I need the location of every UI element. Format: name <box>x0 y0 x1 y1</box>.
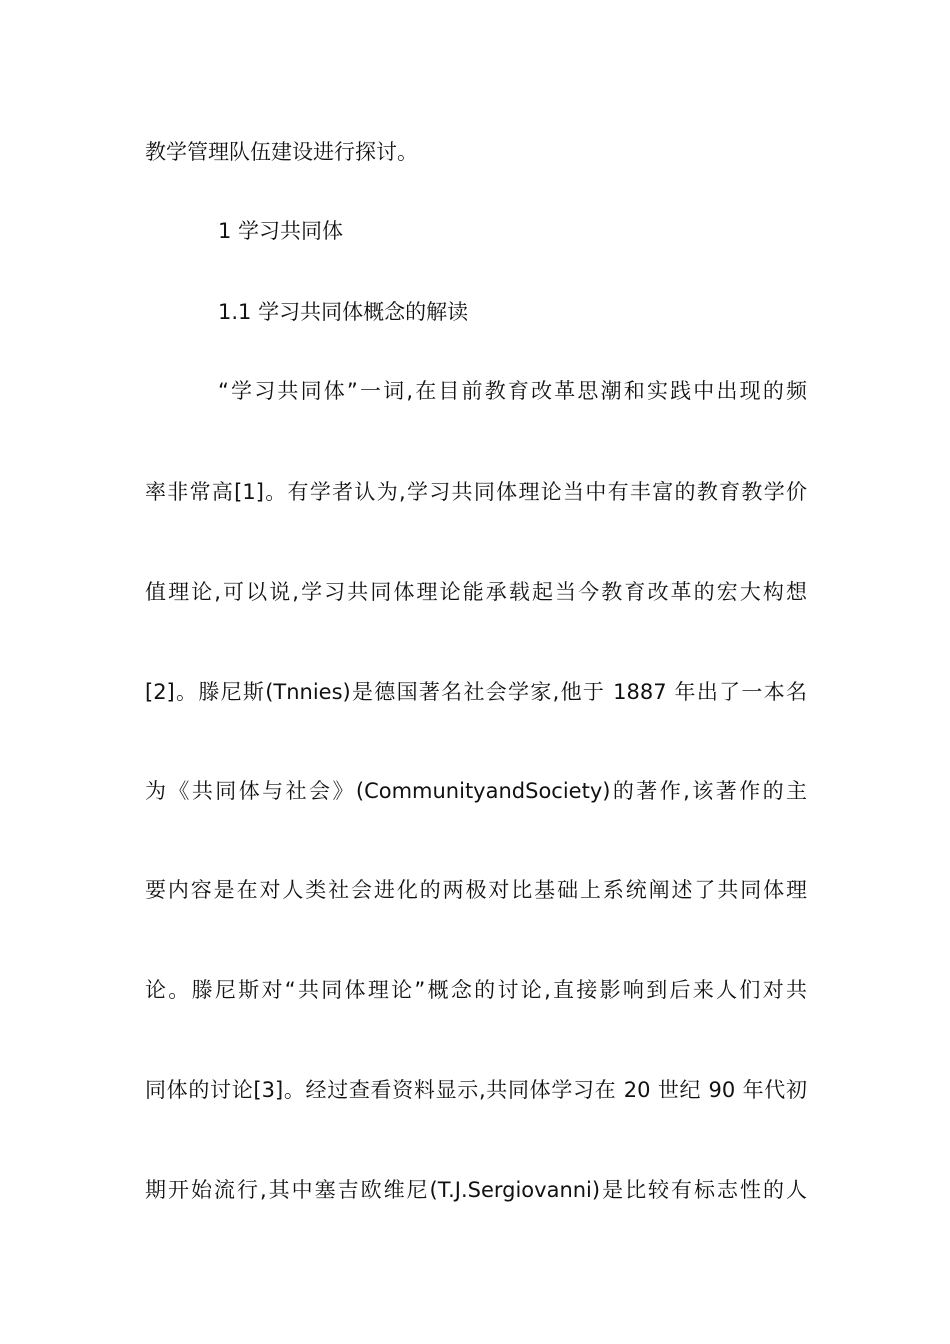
subsection-heading: 1.1 学习共同体概念的解读 <box>218 300 469 324</box>
paragraph-line: 期开始流行,其中塞吉欧维尼(T.J.Sergiovanni)是比较有标志性的人 <box>145 1178 807 1202</box>
paragraph-line: 论。滕尼斯对“共同体理论”概念的讨论,直接影响到后来人们对共 <box>145 978 807 1002</box>
paragraph-line: 同体的讨论[3]。经过查看资料显示,共同体学习在 20 世纪 90 年代初 <box>145 1078 807 1102</box>
paragraph-line: 值理论,可以说,学习共同体理论能承载起当今教育改革的宏大构想 <box>145 580 807 604</box>
intro-tail-line: 教学管理队伍建设进行探讨。 <box>145 140 418 164</box>
section-heading: 1 学习共同体 <box>218 219 344 243</box>
paragraph-line: [2]。滕尼斯(Tnnies)是德国著名社会学家,他于 1887 年出了一本名 <box>145 680 807 704</box>
paragraph-line: 率非常高[1]。有学者认为,学习共同体理论当中有丰富的教育教学价 <box>145 480 807 504</box>
paragraph-line: “学习共同体”一词,在目前教育改革思潮和实践中出现的频 <box>218 379 807 403</box>
paragraph-line: 为《共同体与社会》(CommunityandSociety)的著作,该著作的主 <box>145 779 807 803</box>
paragraph-line: 要内容是在对人类社会进化的两极对比基础上系统阐述了共同体理 <box>145 878 807 902</box>
